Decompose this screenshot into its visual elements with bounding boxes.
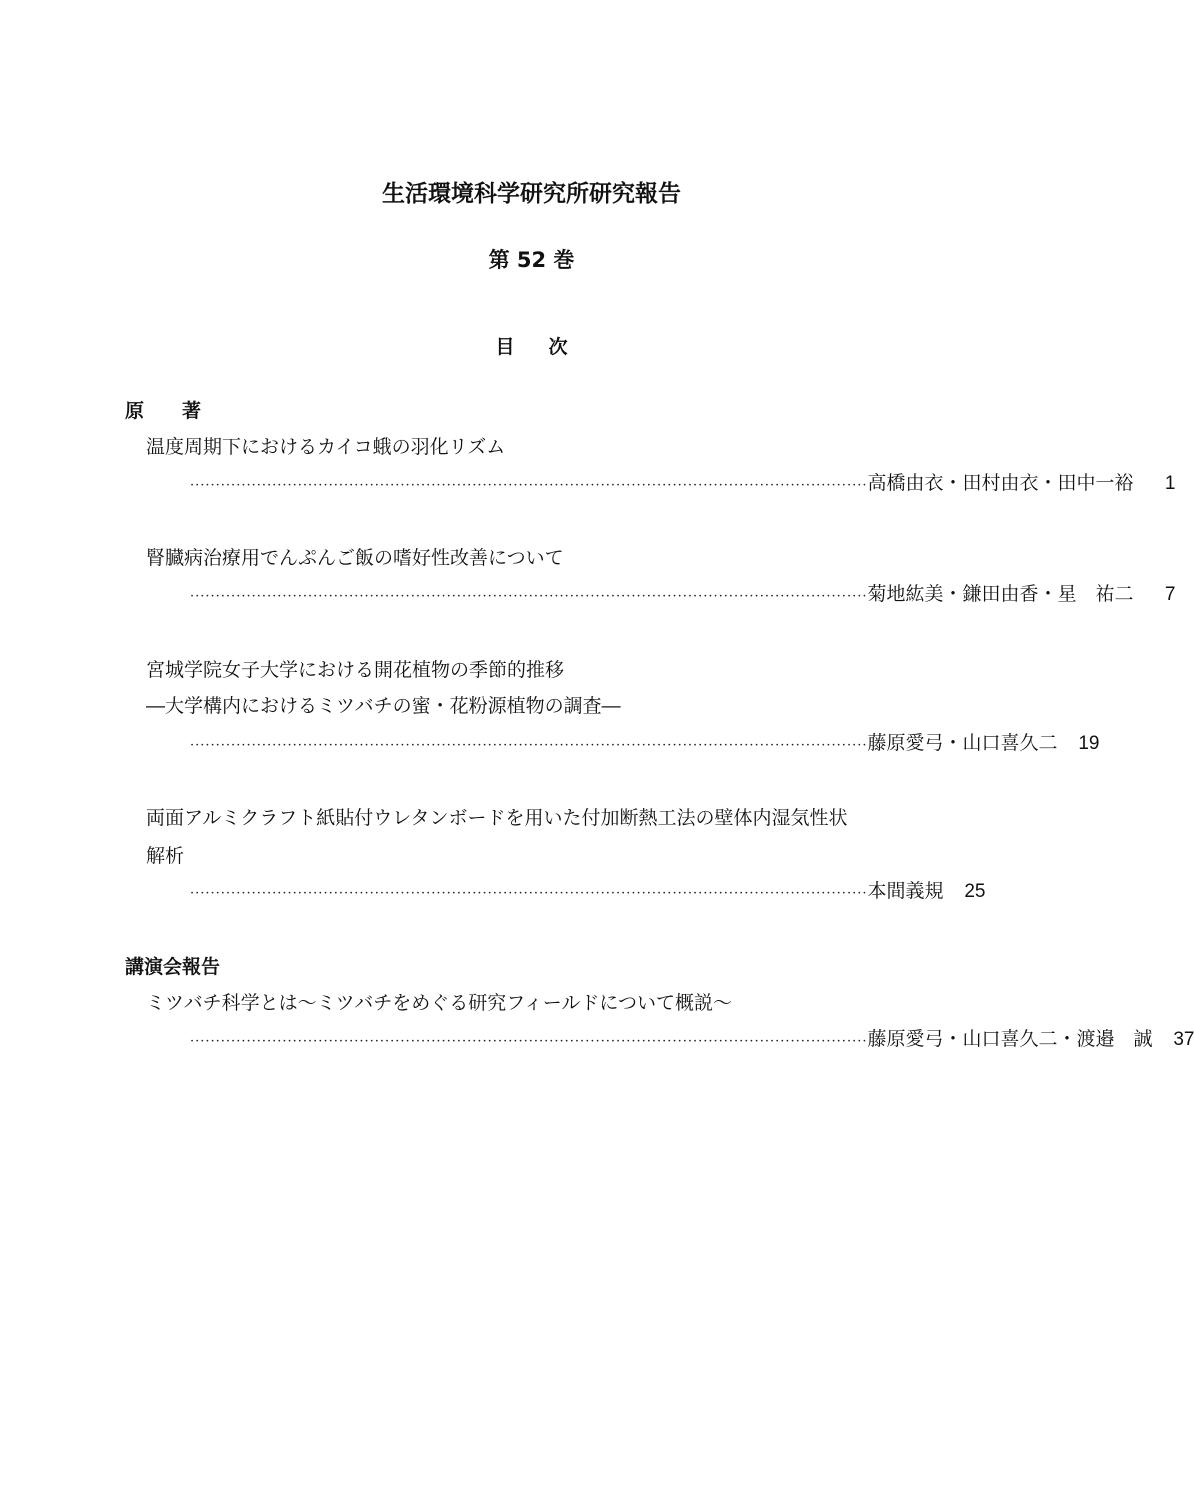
- entry-page-number: 19: [1078, 733, 1100, 754]
- leader-dots: ····································································································································: [190, 478, 868, 493]
- entry-title: 宮城学院女子大学における開花植物の季節的推移: [146, 659, 565, 681]
- entry-title: 温度周期下におけるカイコ蛾の羽化リズム: [146, 436, 506, 458]
- entry-page-number: 1: [1164, 473, 1176, 494]
- entry-subtitle: ―大学構内におけるミツバチの蜜・花粉源植物の調査―: [146, 695, 621, 717]
- entry-page-number: 37: [1173, 1029, 1194, 1050]
- leader-dots: ····································································································································: [190, 1034, 868, 1049]
- toc-entry-line: [190, 468, 1176, 494]
- entry-page-number: 25: [964, 881, 986, 902]
- leader-dots: ····································································································································: [190, 738, 868, 753]
- toc-entry-line: [190, 876, 986, 902]
- section-heading-original: 原著: [125, 400, 240, 422]
- leader-dots: ····································································································································: [190, 589, 868, 604]
- entry-authors: 藤原愛弓・山口喜久二・渡邉 誠: [867, 1028, 1153, 1050]
- entry-authors: 本間義規: [867, 880, 944, 902]
- entry-title-continued: 解析: [146, 845, 185, 867]
- entry-authors: 菊地紘美・鎌田由香・星 祐二: [867, 583, 1134, 605]
- leader-dots: ····································································································································: [190, 886, 868, 901]
- toc-entry-line: [190, 1024, 1194, 1050]
- toc-entry-line: [190, 728, 1100, 754]
- toc-heading: 目次: [495, 336, 602, 358]
- entry-authors: 高橋由衣・田村由衣・田中一裕: [867, 472, 1134, 494]
- entry-title: 腎臓病治療用でんぷんご飯の嗜好性改善について: [146, 547, 564, 569]
- report-title: 生活環境科学研究所研究報告: [382, 181, 681, 207]
- entry-authors: 藤原愛弓・山口喜久二: [867, 732, 1058, 754]
- entry-page-number: 7: [1164, 584, 1176, 605]
- toc-entry-line: [190, 579, 1176, 605]
- entry-title: ミツバチ科学とは～ミツバチをめぐる研究フィールドについて概説～: [146, 992, 732, 1014]
- entry-title: 両面アルミクラフト紙貼付ウレタンボードを用いた付加断熱工法の壁体内湿気性状: [146, 807, 848, 829]
- section-heading-lecture-report: 講演会報告: [125, 956, 221, 978]
- volume-number: 第 52 巻: [488, 248, 575, 272]
